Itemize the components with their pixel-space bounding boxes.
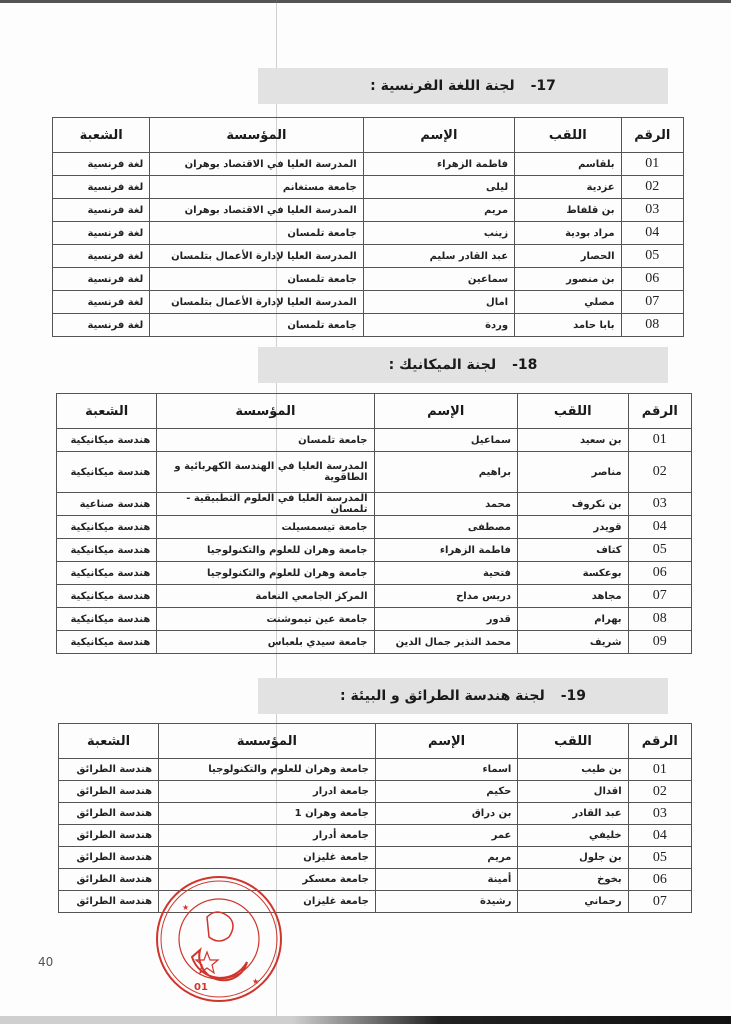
cell-specialty: لغة فرنسية [53,314,150,337]
cell-first-name: فاطمة الزهراء [363,153,514,176]
cell-institution: جامعة تلمسان [150,268,363,291]
cell-specialty: لغة فرنسية [53,268,150,291]
column-header-number: الرقم [628,394,691,429]
cell-last-name: مصلي [515,291,621,314]
cell-specialty: هندسة الطرائق [59,803,159,825]
table-row [57,539,692,562]
cell-institution: المدرسة العليا لإدارة الأعمال بتلمسان [150,291,363,314]
cell-number: 03 [628,493,691,516]
table-row [57,562,692,585]
cell-institution: جامعة تلمسان [157,429,374,452]
section-title: لجنة هندسة الطرائق و البيئة : [339,688,545,704]
cell-specialty: هندسة الطرائق [59,847,159,869]
section-number: -19 [560,688,587,704]
cell-number: 03 [628,803,691,825]
cell-number: 07 [628,891,691,913]
cell-number: 06 [628,869,691,891]
cell-first-name: بن دراق [375,803,518,825]
page-number: 40 [38,955,54,969]
cell-number: 01 [628,759,691,781]
cell-first-name: دريس مداح [374,585,517,608]
cell-first-name: أمينة [375,869,518,891]
cell-number: 07 [628,585,691,608]
cell-first-name: زينب [363,222,514,245]
cell-institution: المدرسة العليا في الاقتصاد بوهران [150,153,363,176]
cell-institution: جامعة معسكر [159,869,376,891]
cell-specialty: لغة فرنسية [53,199,150,222]
cell-number: 04 [621,222,683,245]
cell-institution: جامعة ادرار [159,781,376,803]
cell-institution: جامعة وهران للعلوم والتكنولوجيا [157,539,374,562]
cell-last-name: بن جلول [518,847,628,869]
cell-number: 03 [621,199,683,222]
cell-last-name: عبد القادر [518,803,628,825]
scan-bottom-edge [0,1016,731,1024]
cell-specialty: لغة فرنسية [53,291,150,314]
cell-institution: جامعة غليزان [159,847,376,869]
cell-first-name: محمد [374,493,517,516]
cell-number: 02 [621,176,683,199]
section-title: لجنة اللغة الفرنسية : [370,78,515,94]
cell-first-name: عمر [375,825,518,847]
cell-number: 09 [628,631,691,654]
cell-first-name: مريم [363,199,514,222]
cell-last-name: بن سعيد [517,429,628,452]
table-row [57,452,692,493]
column-header-specialty: الشعبة [53,118,150,153]
table-row [53,153,684,176]
cell-institution: جامعة أدرار [159,825,376,847]
cell-institution: جامعة وهران 1 [159,803,376,825]
cell-specialty: هندسة ميكانيكية [57,516,157,539]
table-row [57,608,692,631]
table-row [53,199,684,222]
cell-number: 06 [628,562,691,585]
section-heading-19 [258,678,668,714]
cell-first-name: عبد القادر سليم [363,245,514,268]
cell-specialty: هندسة ميكانيكية [57,539,157,562]
column-header-number: الرقم [621,118,683,153]
cell-last-name: كتاف [517,539,628,562]
scan-top-edge [0,0,731,3]
cell-institution: المدرسة العليا في العلوم التطبيقية - تلمسان [157,493,374,516]
cell-last-name: بابا حامد [515,314,621,337]
table-row [59,847,692,869]
cell-last-name: رحماني [518,891,628,913]
cell-last-name: بن طيب [518,759,628,781]
stamp-code: 01 [194,982,208,993]
cell-specialty: هندسة ميكانيكية [57,585,157,608]
table-row [53,314,684,337]
cell-number: 02 [628,452,691,493]
cell-last-name: بلقاسم [515,153,621,176]
cell-last-name: اقدال [518,781,628,803]
cell-first-name: براهيم [374,452,517,493]
cell-number: 05 [621,245,683,268]
section-heading-17 [258,68,668,104]
cell-number: 01 [628,429,691,452]
cell-first-name: وردة [363,314,514,337]
cell-number: 04 [628,516,691,539]
cell-specialty: هندسة الطرائق [59,825,159,847]
cell-last-name: بهرام [517,608,628,631]
cell-number: 08 [621,314,683,337]
cell-institution: جامعة غليزان [159,891,376,913]
cell-institution: جامعة تيسمسيلت [157,516,374,539]
committee-table-french [52,117,684,337]
cell-institution: جامعة سيدي بلعباس [157,631,374,654]
table-row [57,585,692,608]
cell-last-name: بخوخ [518,869,628,891]
cell-number: 01 [621,153,683,176]
svg-text:★: ★ [252,977,260,986]
cell-specialty: لغة فرنسية [53,176,150,199]
cell-first-name: اسماء [375,759,518,781]
cell-institution: المدرسة العليا في الاقتصاد بوهران [150,199,363,222]
cell-institution: جامعة وهران للعلوم والتكنولوجيا [159,759,376,781]
cell-last-name: بن منصور [515,268,621,291]
svg-text:★: ★ [182,903,190,912]
table-header-row [59,724,692,759]
cell-last-name: الحصار [515,245,621,268]
table-row [57,429,692,452]
cell-first-name: رشيدة [375,891,518,913]
cell-number: 07 [621,291,683,314]
column-header-last-name: اللقب [518,724,628,759]
cell-first-name: قدور [374,608,517,631]
cell-institution: المدرسة العليا في الهندسة الكهربائية و الطاقوية [157,452,374,493]
committee-table-mechanics [56,393,692,654]
cell-institution: جامعة وهران للعلوم والتكنولوجيا [157,562,374,585]
table-row [59,781,692,803]
table-row [57,516,692,539]
cell-specialty: لغة فرنسية [53,245,150,268]
table-row [59,759,692,781]
cell-first-name: محمد النذير جمال الدين [374,631,517,654]
column-header-specialty: الشعبة [59,724,159,759]
table-row [53,268,684,291]
section-title: لجنة الميكانيك : [388,357,497,373]
section-number: -18 [512,357,538,373]
cell-last-name: مراد بودية [515,222,621,245]
cell-last-name: بن قلفاط [515,199,621,222]
cell-last-name: خليفي [518,825,628,847]
cell-last-name: قويدر [517,516,628,539]
cell-first-name: امال [363,291,514,314]
cell-first-name: حكيم [375,781,518,803]
table-row [59,825,692,847]
column-header-institution: المؤسسة [157,394,374,429]
cell-last-name: بن نكروف [517,493,628,516]
cell-number: 05 [628,539,691,562]
table-row [53,222,684,245]
column-header-first-name: الإسم [363,118,514,153]
column-header-first-name: الإسم [374,394,517,429]
column-header-specialty: الشعبة [57,394,157,429]
cell-specialty: هندسة الطرائق [59,891,159,913]
cell-specialty: هندسة ميكانيكية [57,608,157,631]
cell-number: 06 [621,268,683,291]
cell-specialty: هندسة ميكانيكية [57,562,157,585]
cell-last-name: مناصر [517,452,628,493]
cell-first-name: فتحية [374,562,517,585]
cell-specialty: هندسة صناعية [57,493,157,516]
cell-institution: جامعة مستغانم [150,176,363,199]
cell-last-name: بوعكسة [517,562,628,585]
cell-institution: جامعة تلمسان [150,222,363,245]
table-header-row [53,118,684,153]
cell-first-name: ليلى [363,176,514,199]
cell-institution: جامعة تلمسان [150,314,363,337]
cell-last-name: مجاهد [517,585,628,608]
cell-specialty: هندسة الطرائق [59,759,159,781]
table-row [59,803,692,825]
cell-specialty: لغة فرنسية [53,222,150,245]
column-header-institution: المؤسسة [159,724,376,759]
cell-specialty: لغة فرنسية [53,153,150,176]
table-header-row [57,394,692,429]
cell-specialty: هندسة الطرائق [59,869,159,891]
table-row [57,493,692,516]
column-header-last-name: اللقب [515,118,621,153]
cell-first-name: مريم [375,847,518,869]
column-header-institution: المؤسسة [150,118,363,153]
column-header-last-name: اللقب [517,394,628,429]
section-number: -17 [530,78,556,94]
cell-number: 04 [628,825,691,847]
cell-first-name: مصطفى [374,516,517,539]
cell-specialty: هندسة ميكانيكية [57,429,157,452]
official-stamp-icon [152,872,287,1007]
section-heading-18 [258,347,668,383]
cell-number: 08 [628,608,691,631]
table-row [53,291,684,314]
cell-specialty: هندسة ميكانيكية [57,631,157,654]
table-row [53,245,684,268]
cell-first-name: سماعين [363,268,514,291]
table-row [53,176,684,199]
cell-specialty: هندسة ميكانيكية [57,452,157,493]
cell-institution: جامعة عين تيموشنت [157,608,374,631]
cell-institution: المدرسة العليا لإدارة الأعمال بتلمسان [150,245,363,268]
cell-first-name: فاطمة الزهراء [374,539,517,562]
cell-first-name: سماعيل [374,429,517,452]
column-header-number: الرقم [628,724,691,759]
table-row [57,631,692,654]
cell-number: 02 [628,781,691,803]
cell-last-name: عزدية [515,176,621,199]
column-header-first-name: الإسم [375,724,518,759]
cell-specialty: هندسة الطرائق [59,781,159,803]
cell-number: 05 [628,847,691,869]
cell-institution: المركز الجامعي النعامة [157,585,374,608]
cell-last-name: شريف [517,631,628,654]
